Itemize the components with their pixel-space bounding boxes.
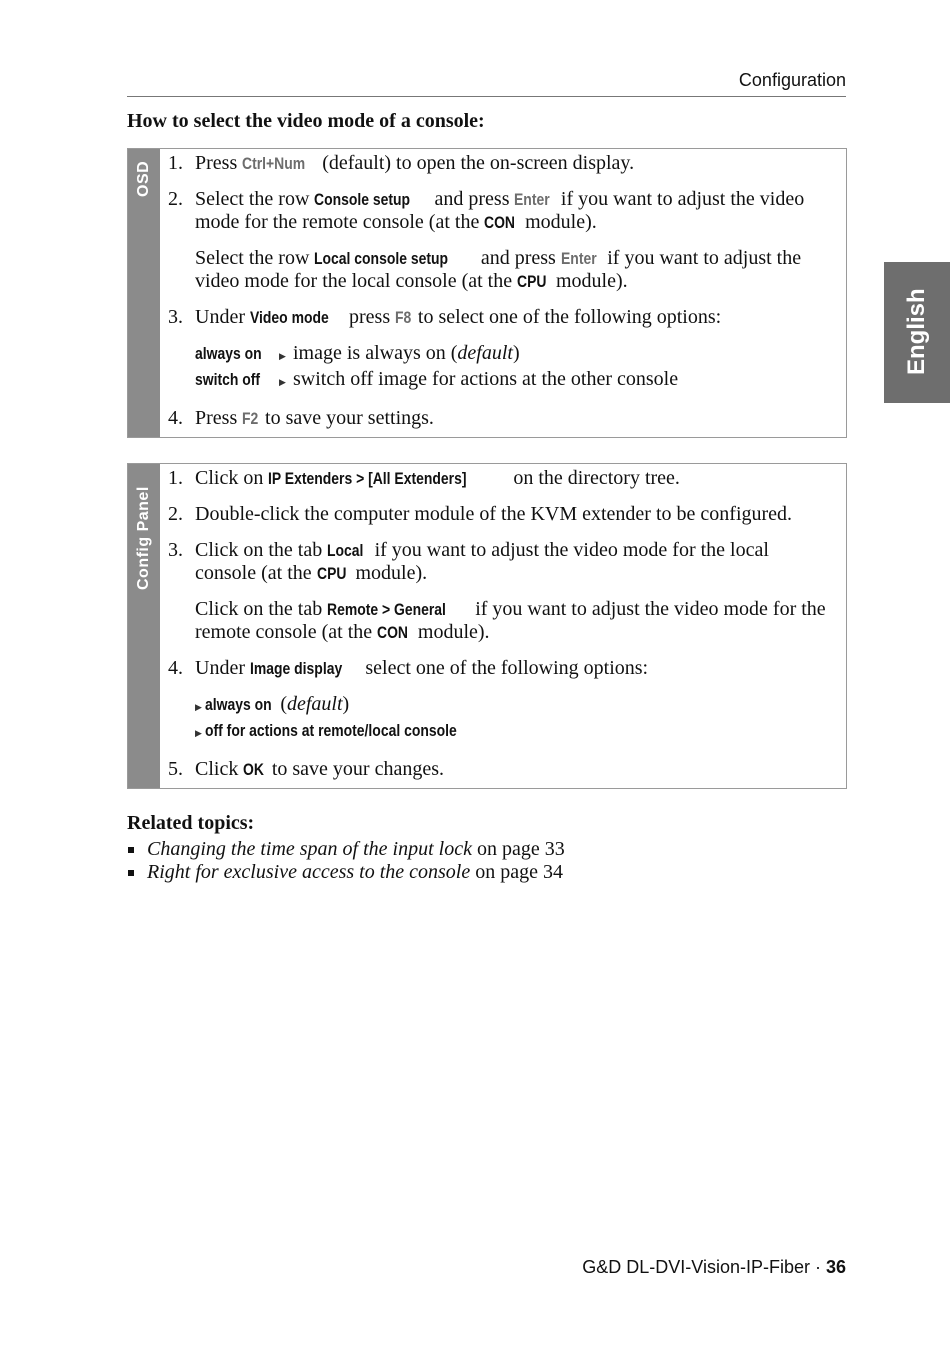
option-key: always on	[195, 344, 262, 363]
step-text: Click on the tab	[195, 539, 328, 561]
section-heading: How to select the video mode of a console:	[127, 110, 485, 132]
osd-tab	[128, 149, 160, 437]
step-number: 1.	[168, 467, 183, 489]
tab-local: Local	[327, 541, 364, 560]
step-text: Select the row	[195, 247, 315, 269]
related-topics	[127, 812, 565, 884]
cfg-step-4	[168, 657, 834, 745]
option-list	[195, 693, 834, 745]
language-label: English	[903, 288, 930, 375]
button-ok: OK	[243, 760, 265, 779]
related-topic-link[interactable]	[127, 861, 565, 884]
page-number: 36	[825, 1257, 846, 1277]
osd-tab-label: OSD	[135, 160, 152, 197]
tree-ip-extenders: IP Extenders > [All Extenders]	[268, 469, 467, 488]
module-cpu: CPU	[316, 564, 347, 583]
option-text: image is always on (	[293, 342, 458, 364]
step-text: if you want to adjust the video mode for the remote console (at the	[195, 598, 826, 643]
step-text: Press	[195, 152, 243, 174]
bullet-square-icon	[128, 847, 134, 853]
option-italic: default	[457, 342, 513, 364]
menu-console-setup: Console setup	[314, 190, 411, 209]
step-number: 2.	[168, 503, 183, 525]
option-italic: default	[287, 693, 343, 715]
step-text: Click on the tab	[195, 598, 328, 620]
step-text: Press	[195, 407, 243, 429]
step-text: to save your changes.	[266, 758, 444, 780]
config-panel-tab-label: Config Panel	[135, 486, 152, 590]
config-panel-instructions-panel	[127, 463, 847, 789]
step-text: if you want to adjust the video mode for the remote console (at the	[195, 188, 805, 233]
key-f8: F8	[395, 308, 412, 327]
option-list	[195, 342, 834, 394]
step-text: module).	[520, 211, 597, 233]
step-text: press	[344, 306, 396, 328]
step-text: module).	[412, 621, 490, 643]
option-text: switch off image for actions at the other console	[293, 368, 679, 390]
tab-remote-general: Remote > General	[327, 600, 447, 619]
running-header: Configuration	[738, 70, 846, 90]
triangle-right-icon: ▶	[195, 728, 202, 738]
menu-local-console-setup: Local console setup	[314, 249, 449, 268]
step-number: 1.	[168, 152, 183, 174]
option-key: switch off	[195, 370, 261, 389]
step-text: Click	[195, 758, 244, 780]
cfg-step-2	[168, 503, 834, 526]
related-topic-title[interactable]: Changing the time span of the input lock	[147, 838, 472, 860]
key-enter: Enter	[514, 190, 551, 209]
osd-steps	[168, 152, 834, 443]
menu-video-mode: Video mode	[249, 308, 329, 327]
step-text: select one of the following options:	[360, 657, 649, 679]
related-topics-title: Related topics:	[127, 812, 255, 834]
step-text: if you want to adjust the video mode for the local console (at the	[195, 539, 769, 584]
option-switch-off	[195, 368, 834, 394]
step-text: Under	[195, 657, 250, 679]
triangle-right-icon: ▶	[279, 351, 286, 361]
step-text: on the directory tree.	[508, 467, 680, 489]
triangle-right-icon: ▶	[195, 702, 202, 712]
bullet-square-icon	[128, 870, 134, 876]
step-text: Double-click the computer module of the KVM extender to be configured.	[195, 503, 793, 525]
step-text: if you want to adjust the video mode for the local console (at the	[195, 247, 802, 292]
option-key: off for actions at remote/local console	[205, 721, 457, 740]
step-text: and press	[429, 188, 515, 210]
header-rule	[127, 96, 846, 97]
key-enter: Enter	[560, 249, 597, 268]
step-text: (default) to open the on-screen display.	[317, 152, 635, 174]
option-key: always on	[205, 695, 272, 714]
step-number: 4.	[168, 407, 183, 429]
cfg-step-1	[168, 467, 834, 490]
step-text: and press	[475, 247, 561, 269]
related-topic-page: on page 33	[471, 838, 565, 860]
related-topic-link[interactable]	[127, 838, 565, 861]
cfg-step-5	[168, 758, 834, 781]
config-panel-tab	[128, 464, 160, 788]
product-name: G&D DL-DVI-Vision-IP-Fiber ·	[582, 1257, 826, 1277]
related-topic-title[interactable]: Right for exclusive access to the console	[147, 861, 471, 883]
module-con: CON	[377, 623, 409, 642]
module-cpu: CPU	[517, 272, 547, 291]
step-number: 5.	[168, 758, 183, 780]
key-f2: F2	[242, 409, 259, 428]
page-footer	[127, 1257, 846, 1278]
step-number: 3.	[168, 539, 183, 561]
step-text: Click on	[195, 467, 269, 489]
step-text: to select one of the following options:	[412, 306, 722, 328]
step-text: to save your settings.	[260, 407, 434, 429]
module-con: CON	[484, 213, 516, 232]
triangle-right-icon: ▶	[279, 377, 286, 387]
config-panel-steps	[168, 467, 834, 794]
step-number: 2.	[168, 188, 183, 210]
key-ctrl-num: Ctrl+Num	[242, 154, 306, 173]
step-text: module).	[550, 270, 628, 292]
field-image-display: Image display	[249, 659, 343, 678]
osd-step-4	[168, 407, 834, 430]
osd-step-3	[168, 306, 834, 394]
option-always-on: ▶ always on ( default )	[195, 693, 834, 719]
option-always-on	[195, 342, 834, 368]
step-text: Under	[195, 306, 250, 328]
osd-instructions-panel	[127, 148, 847, 438]
step-text: module).	[350, 562, 428, 584]
option-text: )	[512, 342, 520, 364]
step-number: 4.	[168, 657, 183, 679]
step-number: 3.	[168, 306, 183, 328]
osd-step-1	[168, 152, 834, 175]
step-text: Select the row	[195, 188, 315, 210]
cfg-step-3	[168, 539, 834, 644]
option-off-for-actions	[195, 719, 834, 745]
osd-step-2	[168, 188, 834, 293]
related-topic-page: on page 34	[470, 861, 563, 883]
language-thumb-tab	[884, 262, 950, 403]
related-topics-list	[127, 838, 565, 884]
